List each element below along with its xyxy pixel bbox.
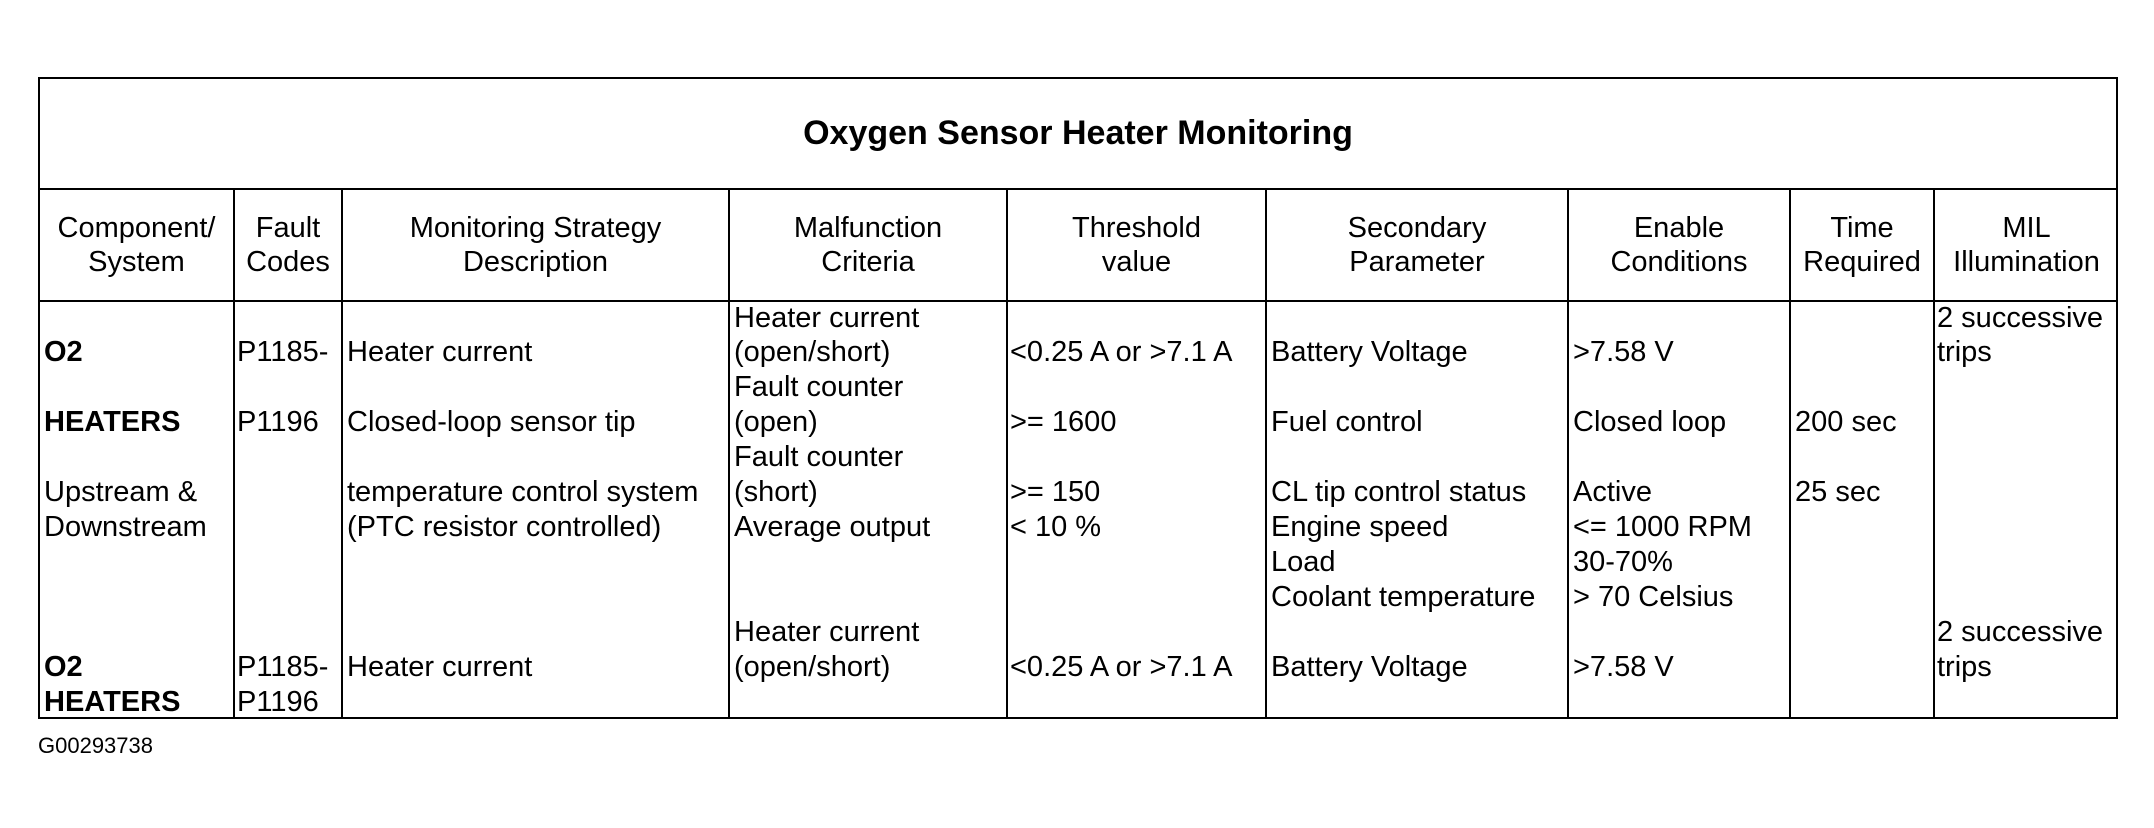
header-mil: MIL Illumination xyxy=(1953,212,2100,278)
description-text: Heater current xyxy=(347,336,533,368)
header-malfunction: Malfunction Criteria xyxy=(793,212,943,278)
malfunction-text: (short) xyxy=(734,476,818,508)
figure-code: G00293738 xyxy=(38,733,153,758)
secondary-text: Fuel control xyxy=(1271,406,1423,438)
time-text: 200 sec xyxy=(1795,406,1897,438)
header-time: Time Required xyxy=(1803,212,1921,278)
enable-text: >7.58 V xyxy=(1573,336,1674,368)
fault-code: P1185- xyxy=(237,651,329,683)
header-threshold: Threshold value xyxy=(1072,212,1201,278)
enable-text: >7.58 V xyxy=(1573,651,1674,683)
secondary-text: Load xyxy=(1271,546,1336,578)
threshold-text: <0.25 A or >7.1 A xyxy=(1010,651,1233,683)
mil-text: trips xyxy=(1937,336,1992,368)
secondary-text: CL tip control status xyxy=(1271,476,1527,508)
header-divider xyxy=(40,300,2116,302)
threshold-text: >= 1600 xyxy=(1010,406,1117,438)
description-text: Closed-loop sensor tip xyxy=(347,406,636,438)
threshold-text: <0.25 A or >7.1 A xyxy=(1010,336,1233,368)
mil-text: trips xyxy=(1937,651,1992,683)
malfunction-text: (open) xyxy=(734,406,818,438)
malfunction-text: Fault counter xyxy=(734,441,904,473)
description-text: temperature control system xyxy=(347,476,699,508)
mil-text: 2 successive xyxy=(1937,616,2104,648)
component-text: O2 xyxy=(44,336,83,368)
time-text: 25 sec xyxy=(1795,476,1881,508)
component-text: Upstream & xyxy=(44,476,198,508)
header-fault-codes: Fault Codes xyxy=(246,212,330,278)
component-text: HEATERS xyxy=(44,686,181,718)
malfunction-text: Average output xyxy=(734,511,931,543)
component-text: HEATERS xyxy=(44,406,181,438)
malfunction-text: (open/short) xyxy=(734,651,891,683)
secondary-text: Battery Voltage xyxy=(1271,336,1468,368)
table-title: Oxygen Sensor Heater Monitoring xyxy=(40,79,2116,190)
threshold-text: < 10 % xyxy=(1010,511,1102,543)
header-enable: Enable Conditions xyxy=(1610,212,1748,278)
header-component: Component/ System xyxy=(57,212,216,278)
component-text: Downstream xyxy=(44,511,207,543)
threshold-text: >= 150 xyxy=(1010,476,1101,508)
monitoring-table xyxy=(38,77,2118,719)
secondary-text: Battery Voltage xyxy=(1271,651,1468,683)
description-text: (PTC resistor controlled) xyxy=(347,511,662,543)
component-text: O2 xyxy=(44,651,83,683)
enable-text: Closed loop xyxy=(1573,406,1727,438)
mil-text: 2 successive xyxy=(1937,302,2104,334)
enable-text: Active xyxy=(1573,476,1652,508)
enable-text: <= 1000 RPM xyxy=(1573,511,1752,543)
malfunction-text: Fault counter xyxy=(734,371,904,403)
description-text: Heater current xyxy=(347,651,533,683)
fault-code: P1196 xyxy=(237,686,319,718)
malfunction-text: Heater current xyxy=(734,616,920,648)
enable-text: 30-70% xyxy=(1573,546,1673,578)
secondary-text: Engine speed xyxy=(1271,511,1449,543)
enable-text: > 70 Celsius xyxy=(1573,581,1734,613)
fault-code: P1196 xyxy=(237,406,319,438)
secondary-text: Coolant temperature xyxy=(1271,581,1536,613)
malfunction-text: (open/short) xyxy=(734,336,891,368)
malfunction-text: Heater current xyxy=(734,302,920,334)
header-secondary: Secondary Parameter xyxy=(1347,212,1487,278)
header-description: Monitoring Strategy Description xyxy=(409,212,662,278)
fault-code: P1185- xyxy=(237,336,329,368)
